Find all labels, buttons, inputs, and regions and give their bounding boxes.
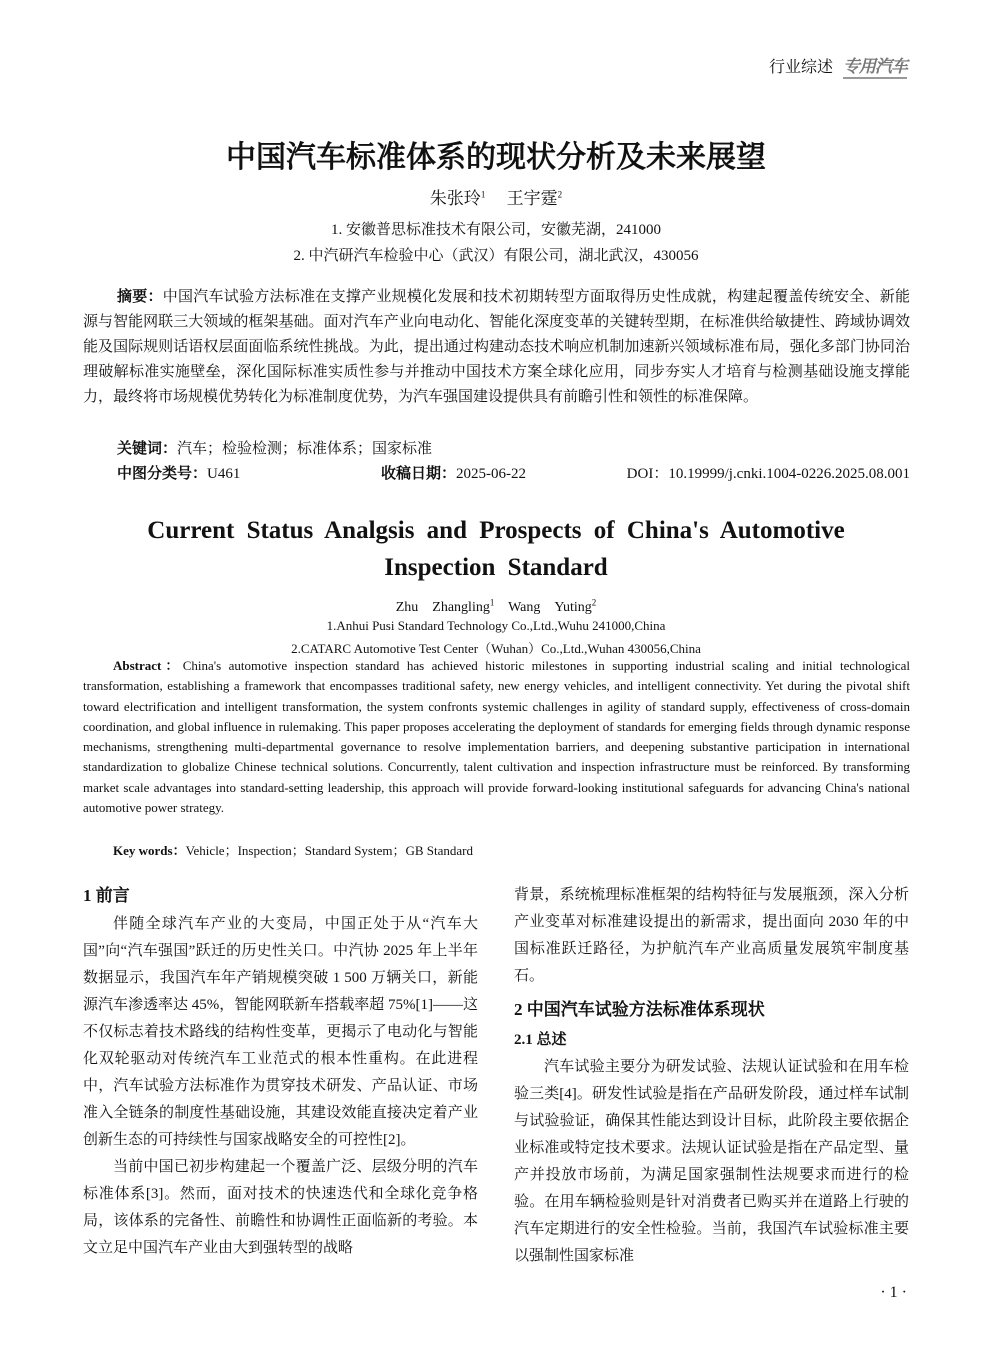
paragraph: 当前中国已初步构建起一个覆盖广泛、层级分明的汽车标准体系[3]。然而，面对技术的快速迭代和全球化竞争格局，该体系的完备性、前瞻性和协调性正面临新的考验。本文立足中国汽车产业由大到强转型的战略 xyxy=(83,1159,478,1256)
abstract-en-text: China's automotive inspection standard has achieved historic milestones in supporting industrial scaling and initial technological transformation, establishing a framework that encompasses traditional safety, new energy vehicles, and intelligent connectivity. Yet during the pivotal shift toward electrification and intelligent transformation, the system confronts systemic challenges in agility of standard supply, effectiveness of cross-domain coordination, and global influence in rulemaking. This paper proposes accelerating the deployment of standards for emerging fields through dynamic response mechanisms, strengthening multi-departmental governance to resolve implementation barriers, and deepening substantive participation in international standardization to globalize Chinese technical solutions. Concurrently, talent cultivation and inspection infrastructure must be reinforced. By transforming market scale advantages into standard-setting leadership, this approach will provide forward-looking institutional safeguards for advancing China's national automotive power strategy. xyxy=(83,658,910,816)
keywords-zh xyxy=(117,437,432,458)
clc-value: U461 xyxy=(207,466,241,482)
affil-mark: 1 xyxy=(489,597,495,608)
date-label: 收稿日期： xyxy=(381,466,457,482)
article-meta xyxy=(117,462,910,483)
paper-title: 中国汽车标准体系的现状分析及未来展望 xyxy=(226,140,766,175)
affiliation-2: 2. 中汽研汽车检验中心（武汉）有限公司，湖北武汉，430056 xyxy=(293,248,699,264)
affiliation-en-2: 2.CATARC Automotive Test Center（Wuhan）Co.,Ltd.,Wuhan 430056,China xyxy=(291,641,701,656)
abstract-text: 中国汽车试验方法标准在支撑产业规模化发展和技术初期转型方面取得历史性成就，构建起覆盖传统安全、新能源与智能网联三大领域的框架基础。面对汽车产业向电动化、智能化深度变革的关键转型期，在标准供给敏捷性、跨域协调效能及国际规则话语权层面面临系统性挑战。为此，提出通过构建动态技术响应机制加速新兴领域标准布局，强化多部门协同治理破解标准实施壁垒，深化国际标准实质性参与并推动中国技术方案全球化应用，同步夯实人才培育与检测基础设施支撑能力，最终将市场规模优势转化为标准制度优势，为汽车强国建设提供具有前瞻引性和领性的标准保障。 xyxy=(83,289,910,405)
author-1: 朱张玲 xyxy=(429,189,481,208)
subsection-heading: 2.1 总述 xyxy=(514,1032,567,1048)
affiliation-1: 1. 安徽普思标准技术有限公司，安徽芜湖，241000 xyxy=(330,222,661,238)
keywords-text: 汽车；检验检测；标准体系；国家标准 xyxy=(177,441,433,457)
section-label: 行业综述 xyxy=(768,57,833,76)
affiliation-en-1: 1.Anhui Pusi Standard Technology Co.,Ltd.,Wuhu 241000,China xyxy=(326,618,666,633)
abstract-en-label: Abstract： xyxy=(113,658,183,673)
running-header xyxy=(769,52,907,79)
affil-mark: 1 xyxy=(480,189,486,200)
keywords-en-text: Vehicle；Inspection；Standard System；GB Standard xyxy=(185,843,473,858)
abstract-zh xyxy=(83,285,910,410)
keywords-en-label: Key words： xyxy=(113,843,186,858)
doi-value: 10.19999/j.cnki.1004-0226.2025.08.001 xyxy=(668,466,910,482)
page-number: · 1 · xyxy=(880,1284,907,1301)
paragraph: 背景，系统梳理标准框架的结构特征与发展瓶颈，深入分析产业变革对标准建设提出的新需求，提出面向 2030 年的中国标准跃迁路径，为护航汽车产业高质量发展筑牢制度基石。 xyxy=(514,887,909,984)
authors-en xyxy=(0,596,992,616)
keywords-label: 关键词： xyxy=(117,441,178,457)
affil-mark: 2 xyxy=(591,597,597,608)
abstract-en xyxy=(83,656,910,818)
journal-logo: 专用汽车 xyxy=(843,52,907,79)
authors xyxy=(0,184,992,209)
body-right-column xyxy=(514,882,909,1270)
abstract-label: 摘要： xyxy=(117,289,163,305)
doi-label: DOI： xyxy=(626,466,669,482)
english-title: Current Status Analgsis and Prospects of China's Automotive Inspection Standard xyxy=(147,517,845,581)
paragraph: 汽车试验主要分为研发试验、法规认证试验和在用车检验三类[4]。研发性试验是指在产品研发阶段，通过样车试制与试验验证，确保其性能达到设计目标，此阶段主要依据企业标准或特定技术要求。法规认证试验是指在产品定型、量产并投放市场前，为满足国家强制性法规要求而进行的检验。在用车辆检验则是针对消费者已购买并在道路上行驶的汽车定期进行的安全性检验。当前，我国汽车试验标准主要以强制性国家标准 xyxy=(514,1059,909,1264)
section-heading: 2 中国汽车试验方法标准体系现状 xyxy=(514,1000,765,1019)
author-en-2: Wang Yuting xyxy=(508,600,592,615)
date-value: 2025-06-22 xyxy=(456,466,527,482)
author-2: 王宇霆 xyxy=(506,189,558,208)
affil-mark: 2 xyxy=(557,189,563,200)
author-en-1: Zhu Zhangling xyxy=(395,600,490,615)
body-left-column xyxy=(83,882,478,1262)
keywords-en xyxy=(113,840,473,859)
paragraph: 伴随全球汽车产业的大变局，中国正处于从“汽车大国”向“汽车强国”跃迁的历史性关口。中汽协 2025 年上半年数据显示，我国汽车年产销规模突破 1 500 万辆关口，新能源汽车渗透率达 45%，智能网联新车搭载率超 75%[1]——这不仅标志着技术路线的结构性变革，更揭示了电动化与智能化双轮驱动对传统汽车工业范式的根本性重构。在此进程中，汽车试验方法标准作为贯穿技术研发、产品认证、市场准入全链条的制度性基础设施，其建设效能直接决定着产业创新生态的可持续性与国家战略安全的可控性[2]。 xyxy=(83,916,478,1148)
section-heading: 1 前言 xyxy=(83,886,130,905)
clc-label: 中图分类号： xyxy=(117,466,208,482)
